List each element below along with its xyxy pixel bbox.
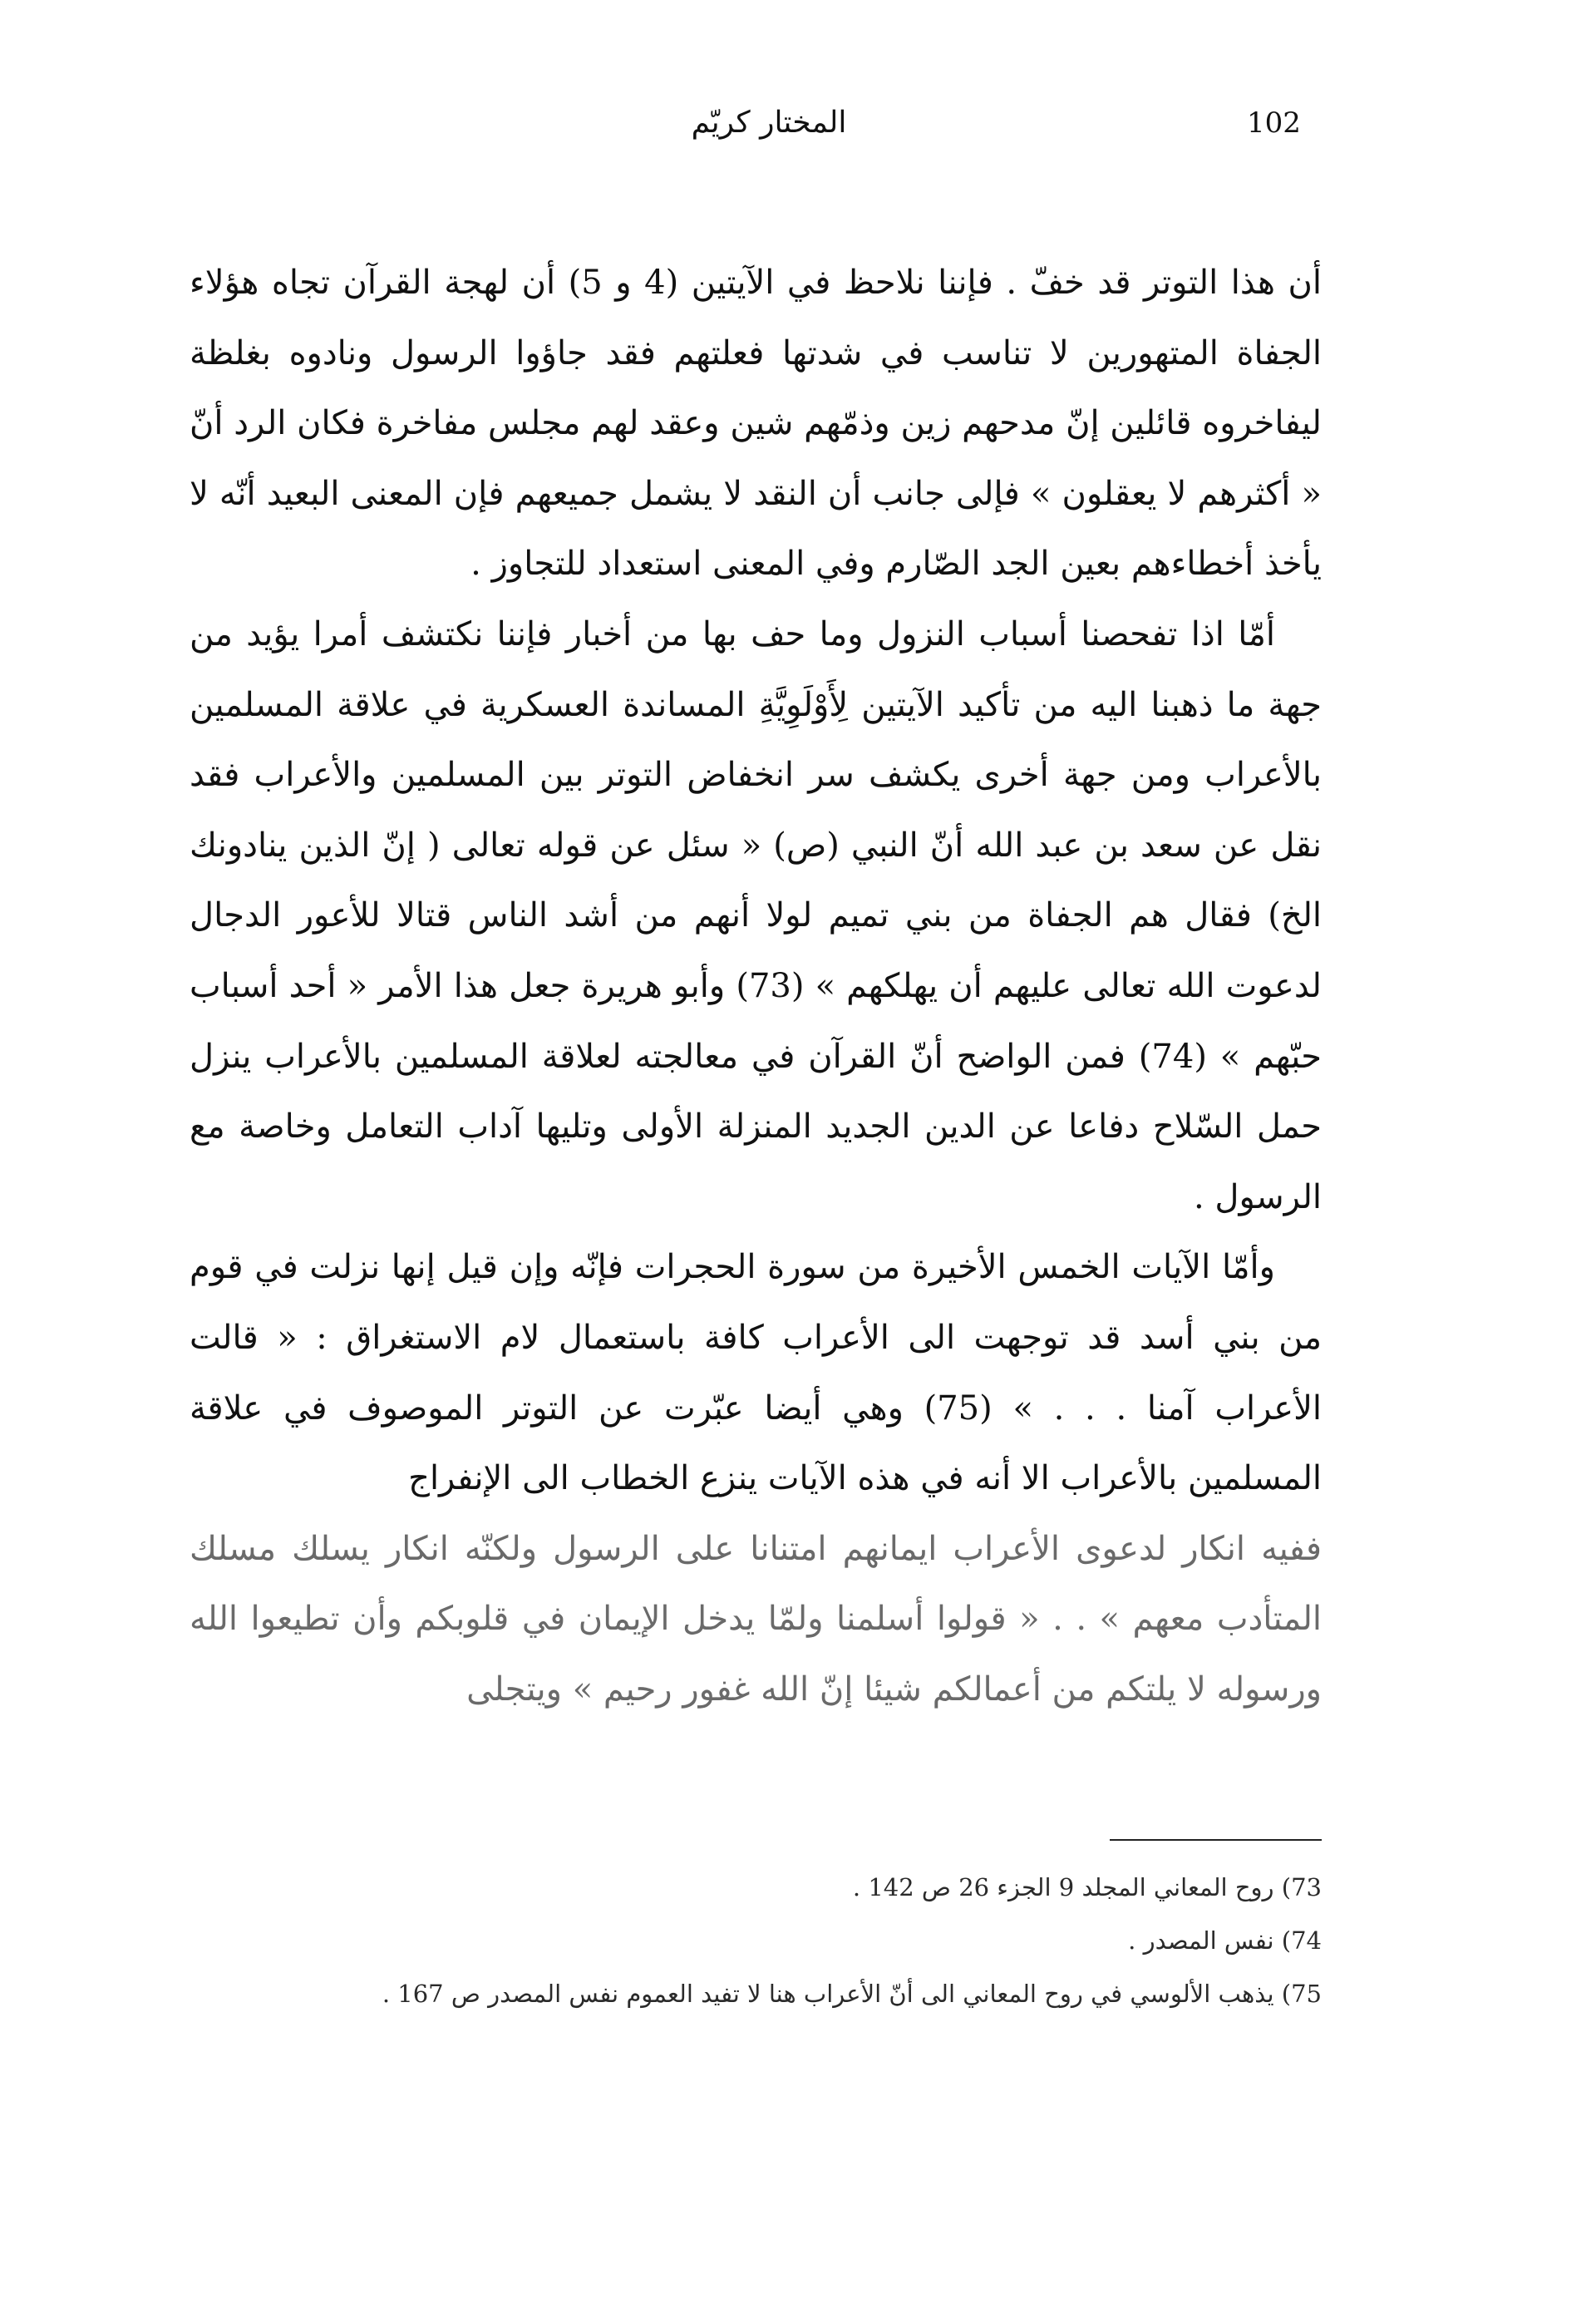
running-title: المختار كريّم	[691, 106, 847, 140]
paragraph-1: أن هذا التوتر قد خفّ . فإننا نلاحظ في الآيتين (4 و 5) أن لهجة القرآن تجاه هؤلاء الجفاة المتهورين لا تناسب في شدتها فعلتهم فقد جاؤوا الرسول ونادوه بغلظة ليفاخروه قائلين إنّ مدحهم زين وذمّهم شين وعقد لهم مجلس مفاخرة فكان الرد أنّ « أكثرهم لا يعقلون » فإلى جانب أن النقد لا يشمل جميعهم فإن المعنى البعيد أنّه لا يأخذ أخطاءهم بعين الجد الصّارم وفي المعنى استعداد للتجاوز .	[190, 264, 1322, 584]
body-text	[190, 248, 1322, 1724]
page-number: 102	[1247, 106, 1301, 140]
page-header	[191, 98, 1301, 148]
footnote-73: 73) روح المعاني المجلد 9 الجزء 26 ص 142 .	[852, 1873, 1322, 1901]
paragraph-4: ففيه انكار لدعوى الأعراب ايمانهم امتنانا على الرسول ولكنّه انكار يسلك مسلك المتأدب معهم » . . « قولوا أسلمنا ولمّا يدخل الإيمان في قلوبكم وأن تطيعوا الله ورسوله لا يلتكم من أعمالكم شيئا إنّ الله غفور رحيم » ويتجلى	[190, 1529, 1322, 1709]
footnote-74: 74) نفس المصدر .	[1128, 1926, 1322, 1955]
footnote-75: 75) يذهب الألوسي في روح المعاني الى أنّ الأعراب هنا لا تفيد العموم نفس المصدر ص 167 .	[382, 1980, 1322, 2008]
footnote-divider	[1110, 1839, 1322, 1841]
paragraph-2: أمّا اذا تفحصنا أسباب النزول وما حف بها من أخبار فإننا نكتشف أمرا يؤيد من جهة ما ذهبنا اليه من تأكيد الآيتين لِأَوْلَوِيَّةِ المساندة العسكرية في علاقة المسلمين بالأعراب ومن جهة أخرى يكشف سر انخفاض التوتر بين المسلمين والأعراب فقد نقل عن سعد بن عبد الله أنّ النبي (ص) « سئل عن قوله تعالى ( إنّ الذين ينادونك الخ) فقال هم الجفاة من بني تميم لولا أنهم من أشد الناس قتالا للأعور الدجال لدعوت الله تعالى عليهم أن يهلكهم » (73) وأبو هريرة جعل هذا الأمر « أحد أسباب حبّهم » (74) فمن الواضح أنّ القرآن في معالجته لعلاقة المسلمين بالأعراب ينزل حمل السّلاح دفاعا عن الدين الجديد المنزلة الأولى وتليها آداب التعامل وخاصة مع الرسول .	[190, 614, 1322, 1216]
footnotes	[190, 1861, 1322, 2020]
paragraph-3: وأمّا الآيات الخمس الأخيرة من سورة الحجرات فإنّه وإن قيل إنها نزلت في قوم من بني أسد قد توجهت الى الأعراب كافة باستعمال لام الاستغراق : « قالت الأعراب آمنا . . . » (75) وهي أيضا عبّرت عن التوتر الموصوف في علاقة المسلمين بالأعراب الا أنه في هذه الآيات ينزع الخطاب الى الإنفراج	[190, 1248, 1322, 1498]
